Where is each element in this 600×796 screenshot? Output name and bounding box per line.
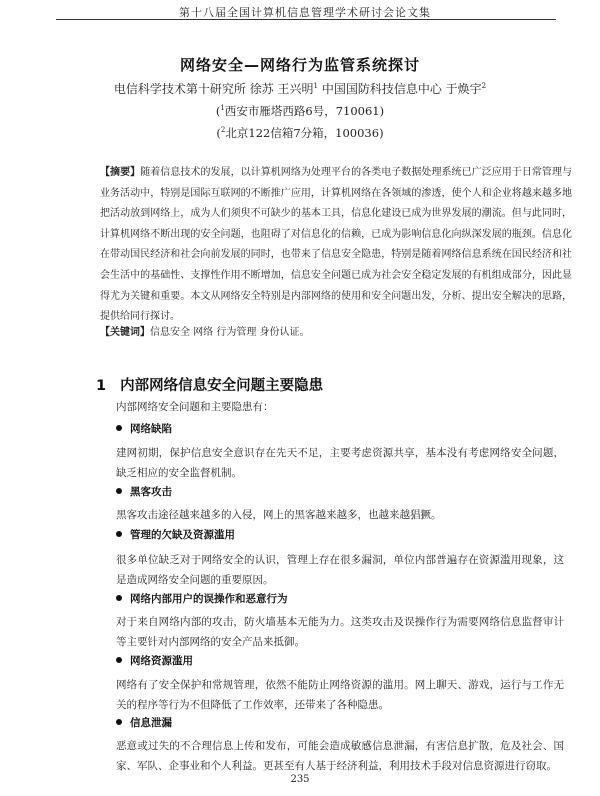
bullet-dot-icon xyxy=(116,719,122,725)
bullet-paragraph: 网络有了安全保护和常规管理，依然不能防止网络资源的滥用。网上聊天、游戏，运行与工作无关的程序等行为不但降低了工作效率，还带来了各种隐患。 xyxy=(116,679,564,711)
affiliation-2: ($^2$北京122信箱7分箱，100036) xyxy=(216,126,384,140)
bullet-heading-text: 信息泄漏 xyxy=(130,717,172,729)
bullet-dot-icon xyxy=(116,531,122,537)
bullet-heading-text: 网络资源滥用 xyxy=(130,655,193,667)
bullet-paragraph: 对于来自网络内部的攻击，防火墙基本无能为力。这类攻击及误操作行为需要网络信息监督审计等主要针对内部网络的安全产品来抵御。 xyxy=(116,616,564,648)
bullet-dot-icon xyxy=(116,595,122,601)
bullet-dot-icon xyxy=(116,657,122,663)
bullet-heading-text: 网络内部用户的误操作和恶意行为 xyxy=(130,593,288,605)
bullet-paragraph: 很多单位缺乏对于网络安全的认识，管理上存在很多漏洞，单位内部普遍存在资源滥用现象，这是造成网络安全问题的重要原因。 xyxy=(116,554,564,586)
running-header: 第十八届全国计算机信息管理学术研讨会论文集 xyxy=(179,6,431,19)
bullet-dot-icon xyxy=(116,425,122,431)
page-number: 235 xyxy=(290,774,310,785)
section-number: 1 xyxy=(96,378,107,394)
abstract-label: 【摘要】 xyxy=(100,167,141,178)
bullet-heading-text: 网络缺陷 xyxy=(130,423,172,435)
author-group-2: 中国国防科技信息中心 于焕宇 xyxy=(321,82,482,96)
section-title: 内部网络信息安全问题主要隐患 xyxy=(120,378,324,394)
section-heading xyxy=(96,374,323,395)
bullet-paragraph: 建网初期，保护信息安全意识存在先天不足，主要考虑资源共享，基本没有考虑网络安全问题，缺乏相应的安全监督机制。 xyxy=(116,447,564,479)
affiliation-1-text: 西安市雁塔西路6号，710061 xyxy=(224,104,380,118)
keywords-label: 【关键词】 xyxy=(100,327,150,338)
header-rule xyxy=(56,19,556,20)
author-1-superscript: 1 xyxy=(313,82,318,90)
bullet-heading xyxy=(116,591,288,606)
bullet-heading-text: 黑客攻击 xyxy=(130,486,172,498)
author-2-superscript: 2 xyxy=(481,82,487,90)
section-intro: 内部网络安全问题和主要隐患有： xyxy=(116,401,274,413)
bullet-paragraph: 黑客攻击途径越来越多的入侵，网上的黑客越来越多，也越来越猖獗。 xyxy=(116,509,442,521)
bullet-heading xyxy=(116,715,172,730)
authors-line xyxy=(60,80,540,97)
affiliation-1: ($^1$西安市雁塔西路6号，710061) xyxy=(215,104,385,118)
abstract-text: 随着信息技术的发展，以计算机网络为处理平台的各类电子数据处理系统已广泛应用于日常管理与业务活动中，特别是国际互联网的不断推广应用，计算机网络在各领域的渗透，使个人和企业将越来越多地把活动放到网络上，成为人们须臾不可缺少的基本工具，信息化建设已成为世界发展的潮流。但与此同时，计算机网络不断出现的安全问题，也阻碍了对信息化的信赖，已成为影响信息化向纵深发展的瓶颈。信息化在带动国民经济和社会向前发展的同时，也带来了信息安全隐患，特别是随着网络信息系统在国民经济和社会生活中的基础性、支撑性作用不断增加，信息安全问题已成为社会安全稳定发展的有机组成部分，因此显得尤为关键和重要。本文从网络安全特别是内部网络的使用和安全问题出发，分析、提出安全解决的思路，提供给同行探讨。 xyxy=(100,167,573,323)
paper-title: 网络安全—网络行为监管系统探讨 xyxy=(179,56,420,74)
abstract xyxy=(100,163,572,328)
bullet-heading xyxy=(116,484,172,499)
keywords xyxy=(100,325,572,341)
affiliation-2-text: 北京122信箱7分箱，100036 xyxy=(225,126,380,140)
keywords-text: 信息安全 网络 行为管理 身份认证。 xyxy=(150,327,310,338)
bullet-heading-text: 管理的欠缺及资源滥用 xyxy=(130,529,235,541)
bullet-paragraph: 恶意或过失的不合理信息上传和发布，可能会造成敏感信息泄漏，有害信息扩散，危及社会、国家、军队、企事业和个人利益。更甚至有人基于经济利益，利用技术手段对信息资源进行窃取。 xyxy=(116,740,564,772)
affiliation-2-superscript: 2 xyxy=(220,126,226,135)
author-group-1: 电信科学技术第十研究所 徐苏 王兴明 xyxy=(113,82,314,96)
bullet-dot-icon xyxy=(116,488,122,494)
bullet-heading xyxy=(116,527,235,542)
bullet-heading xyxy=(116,653,193,668)
bullet-heading xyxy=(116,421,172,436)
affiliation-1-superscript: 1 xyxy=(220,104,225,113)
